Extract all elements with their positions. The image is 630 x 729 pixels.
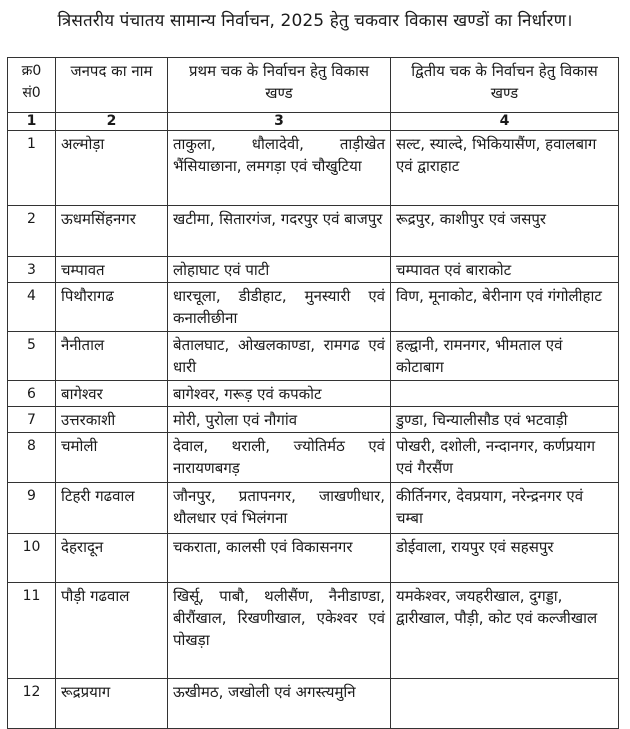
table-row [8, 534, 619, 583]
header-phase2: द्वितीय चक के निर्वाचन हेतु विकास खण्ड [391, 58, 619, 113]
row-serial-number: 5 [8, 332, 56, 381]
row-phase1-blocks: देवाल, थराली, ज्योतिर्मठ एवं नारायणबगड़ [168, 433, 391, 483]
row-serial-number: 4 [8, 283, 56, 332]
header-district: जनपद का नाम [56, 58, 168, 113]
row-phase2-blocks: डोईवाला, रायपुर एवं सहसपुर [391, 534, 619, 583]
table-row [8, 206, 619, 257]
row-phase2-blocks [391, 381, 619, 407]
row-phase2-blocks: सल्ट, स्याल्दे, भिकियासैंण, हवालबाग एवं द्वाराहाट [391, 131, 619, 206]
table-row [8, 679, 619, 729]
row-phase1-blocks: बागेश्वर, गरूड़ एवं कपकोट [168, 381, 391, 407]
row-phase1-blocks: लोहाघाट एवं पाटी [168, 257, 391, 283]
row-district-name: बागेश्वर [56, 381, 168, 407]
header-serial-line2: सं0 [22, 85, 41, 101]
header-serial-line1: क्र0 [21, 63, 42, 79]
table-row [8, 583, 619, 679]
row-district-name: उत्तरकाशी [56, 407, 168, 433]
row-serial-number: 6 [8, 381, 56, 407]
row-phase1-blocks: ताकुला, धौलादेवी, ताड़ीखेत भैंसियाछाना, लमगड़ा एवं चौखुटिया [168, 131, 391, 206]
header-phase1: प्रथम चक के निर्वाचन हेतु विकास खण्ड [168, 58, 391, 113]
row-phase1-blocks: चकराता, कालसी एवं विकासनगर [168, 534, 391, 583]
table-row [8, 407, 619, 433]
row-serial-number: 3 [8, 257, 56, 283]
row-district-name: पौड़ी गढवाल [56, 583, 168, 679]
row-serial-number: 8 [8, 433, 56, 483]
column-number: 1 [8, 113, 56, 131]
row-district-name: चम्पावत [56, 257, 168, 283]
column-number-row [8, 113, 619, 131]
table-row [8, 483, 619, 534]
row-phase2-blocks: पोखरी, दशोली, नन्दानगर, कर्णप्रयाग एवं गैरसैंण [391, 433, 619, 483]
row-serial-number: 10 [8, 534, 56, 583]
row-phase2-blocks: डुण्डा, चिन्यालीसौड एवं भटवाड़ी [391, 407, 619, 433]
row-serial-number: 11 [8, 583, 56, 679]
row-district-name: रूद्रप्रयाग [56, 679, 168, 729]
table-row [8, 332, 619, 381]
header-serial [8, 58, 56, 113]
row-phase2-blocks: रूद्रपुर, काशीपुर एवं जसपुर [391, 206, 619, 257]
row-district-name: टिहरी गढवाल [56, 483, 168, 534]
row-district-name: अल्मोड़ा [56, 131, 168, 206]
table-row [8, 433, 619, 483]
row-phase1-blocks: ऊखीमठ, जखोली एवं अगस्त्यमुनि [168, 679, 391, 729]
row-serial-number: 12 [8, 679, 56, 729]
row-district-name: देहरादून [56, 534, 168, 583]
row-phase1-blocks: खटीमा, सितारगंज, गदरपुर एवं बाजपुर [168, 206, 391, 257]
row-phase1-blocks: धारचूला, डीडीहाट, मुनस्यारी एवं कनालीछीना [168, 283, 391, 332]
row-phase1-blocks: जौनपुर, प्रतापनगर, जाखणीधार, थौलधार एवं भिलंगना [168, 483, 391, 534]
development-blocks-table [7, 57, 619, 729]
table-row [8, 257, 619, 283]
column-number: 3 [168, 113, 391, 131]
table-row [8, 283, 619, 332]
row-serial-number: 2 [8, 206, 56, 257]
row-serial-number: 7 [8, 407, 56, 433]
row-phase2-blocks: कीर्तिनगर, देवप्रयाग, नरेन्द्रनगर एवं चम्बा [391, 483, 619, 534]
row-phase2-blocks: हल्द्वानी, रामनगर, भीमताल एवं कोटाबाग [391, 332, 619, 381]
row-phase1-blocks: मोरी, पुरोला एवं नौगांव [168, 407, 391, 433]
row-phase1-blocks: खिर्सू, पाबौ, थलीसैंण, नैनीडाण्डा, बीरौंखाल, रिखणीखाल, एकेश्वर एवं पोखड़ा [168, 583, 391, 679]
table-row [8, 381, 619, 407]
table-header-row [8, 58, 619, 113]
row-serial-number: 1 [8, 131, 56, 206]
row-phase1-blocks: बेतालघाट, ओखलकाण्डा, रामगढ एवं धारी [168, 332, 391, 381]
document-title: त्रिसतरीय पंचातय सामान्य निर्वाचन, 2025 हेतु चकवार विकास खण्डों का निर्धारण। [57, 11, 573, 31]
table-row [8, 131, 619, 206]
row-district-name: ऊधमसिंहनगर [56, 206, 168, 257]
row-phase2-blocks [391, 679, 619, 729]
column-number: 2 [56, 113, 168, 131]
row-serial-number: 9 [8, 483, 56, 534]
row-district-name: नैनीताल [56, 332, 168, 381]
row-phase2-blocks: यमकेश्वर, जयहरीखाल, दुगड्डा, द्वारीखाल, पौड़ी, कोट एवं कल्जीखाल [391, 583, 619, 679]
row-district-name: पिथौरागढ [56, 283, 168, 332]
row-phase2-blocks: चम्पावत एवं बाराकोट [391, 257, 619, 283]
column-number: 4 [391, 113, 619, 131]
row-district-name: चमोली [56, 433, 168, 483]
row-phase2-blocks: विण, मूनाकोट, बेरीनाग एवं गंगोलीहाट [391, 283, 619, 332]
